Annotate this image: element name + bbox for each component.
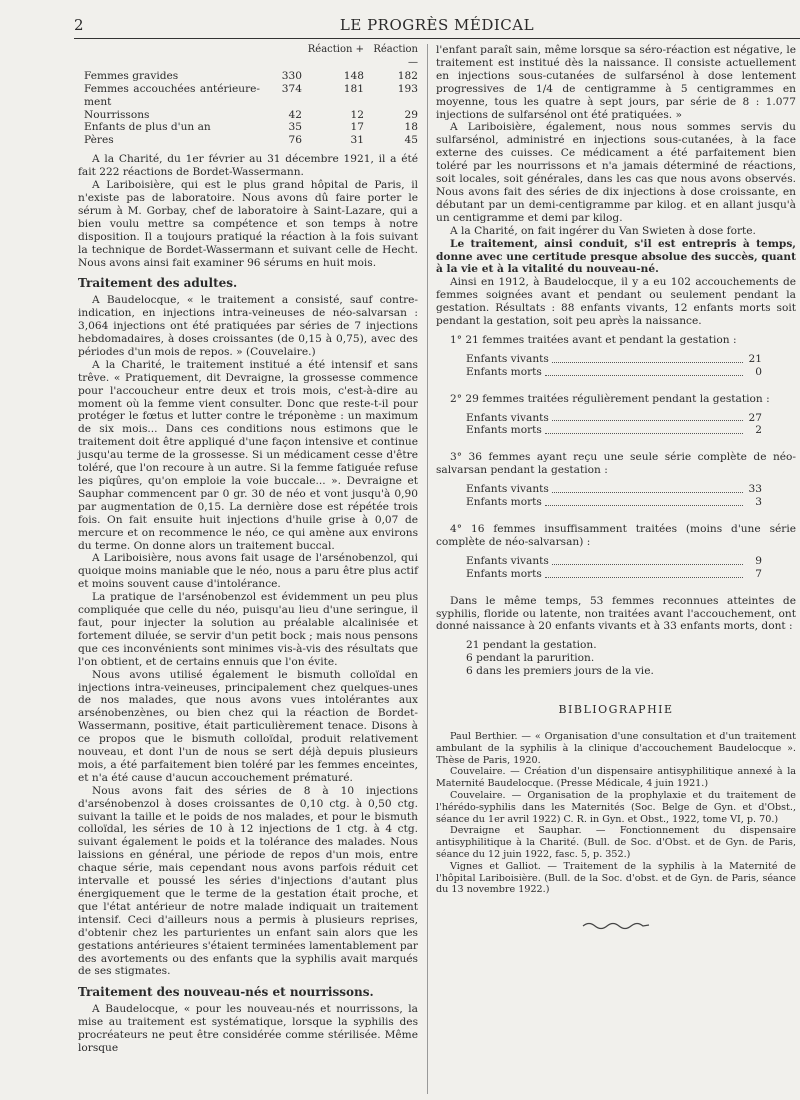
bibliography-entry: Couvelaire. — Création d'un dispensaire antisyphilitique annexé à la Maternité Baudelocque. (Presse Médicale, 4 juin 1921.): [436, 766, 796, 790]
section-heading-adults: Traitement des adultes.: [78, 276, 238, 291]
result-row: [466, 568, 762, 581]
table-row: [78, 134, 418, 147]
paragraph: A Lariboisière, également, nous nous sommes servis du sulfarsénol, administré en injections sous-cutanées, à la face externe des cuisses. Ce médicament a été parfaitement bien toléré par les nourrissons et n'a jamais déterminé de réactions, soit locales, soit générales, dans les cas que nous avons observés. Nous avons fait des séries de dix injections à dose croissante, en débutant par un demi-centigramme par kilog. et en allant jusqu'à un centigramme et demi par kilog.: [436, 121, 796, 224]
row-total: 374: [281, 82, 302, 95]
result-label: Enfants morts: [466, 365, 542, 378]
row-negative: 193: [397, 82, 418, 95]
result-label: Enfants morts: [466, 567, 542, 580]
result-label: Enfants vivants: [466, 352, 549, 365]
section-heading-newborns: Traitement des nouveau-nés et nourrissons.: [78, 985, 374, 1000]
page-number: 2: [74, 16, 84, 34]
paragraph: l'enfant paraît sain, même lorsque sa séro-réaction est négative, le traitement est institué dès la naissance. Il consiste actuellement en injections sous-cutanées de sulfarsénol à dose lentement progressives de 1/4 de centigramme à 5 centigrammes en moyenne, tous les quatre à sept jours, par série de 8 : 1.077 injections de sulfarsénol ont été pratiquées. »: [436, 44, 796, 121]
paragraph: A Baudelocque, « le traitement a consisté, sauf contre-indication, en injections intra-veineuses de néo-salvarsan : 3,064 injections ont été pratiquées par séries de 7 injections hebdomadaires, à doses croissantes (de 0,15 à 0,75), avec des périodes d'un mois de repos. » (Couvelaire.): [78, 294, 418, 358]
table-header-negative: Réaction —: [373, 44, 418, 68]
row-total: 330: [281, 69, 302, 82]
result-value: 33: [748, 483, 762, 496]
table-row: [78, 109, 418, 122]
row-total: 76: [288, 134, 302, 147]
list-item: 6 pendant la parurition.: [466, 652, 595, 665]
bibliography-entry: Paul Berthier. — « Organisation d'une consultation et d'un traitement ambulant de la syphilis à la clinique d'accouchement Baudelocque ». Thèse de Paris, 1920.: [436, 730, 796, 766]
paragraph: A Baudelocque, « pour les nouveau-nés et nourrissons, la mise au traitement est systématique, lorsque la syphilis des procréateurs ne peut être considérée comme stérilisée. Même lorsque: [78, 1003, 418, 1054]
paragraph: A la Charité, du 1er février au 31 décembre 1921, il a été fait 222 réactions de Bordet-Wassermann.: [78, 153, 418, 179]
row-negative: 29: [404, 108, 418, 121]
row-negative: 18: [404, 121, 418, 134]
table-row: [78, 83, 418, 109]
column-divider: [427, 44, 428, 1094]
row-positive: 17: [350, 121, 364, 134]
row-total: 42: [288, 108, 302, 121]
bibliography-entry: Devraigne et Sauphar. — Fonctionnement du dispensaire antisyphilitique à la Charité. (Bull. de Soc. d'Obst. et de Gyn. de Paris, séance du 12 juin 1922, fasc. 5, p. 352.): [436, 825, 796, 860]
deaths-list: [436, 639, 796, 678]
paragraph: A Lariboisière, qui est le plus grand hôpital de Paris, il n'existe pas de laboratoire. Nous avons dû faire porter le sérum à M. Gorbay, chef de laboratoire à Saint-Lazare, qui a bien voulu mettre sa compétence et son temps à notre disposition. Il a toujours pratiqué la réaction à la fois suivant la technique de Bordet-Wassermann et suivant celle de Hecht. Nous avons ainsi fait examiner 96 sérums en huit mois.: [78, 179, 418, 269]
result-value: 9: [755, 554, 762, 567]
list-item: 6 dans les premiers jours de la vie.: [466, 665, 654, 678]
result-value: 7: [755, 567, 762, 580]
group-title: 1° 21 femmes traitées avant et pendant la gestation :: [450, 333, 737, 346]
result-row: [466, 366, 762, 379]
result-value: 21: [748, 352, 762, 365]
bibliography-entry: Couvelaire. — Organisation de la prophylaxie et du traitement de l'hérédo-syphilis dans les Maternités (Soc. Belge de Gyn. et d'Obst., séance du 1er avril 1922) C. R. in Gyn. et Obst., 1922, tome VI, p. 70.): [436, 789, 796, 825]
bibliography-title: BIBLIOGRAPHIE: [558, 703, 674, 717]
row-positive: 148: [343, 69, 364, 82]
journal-title: LE PROGRÈS MÉDICAL: [339, 16, 535, 34]
row-label: Femmes accouchées antérieure-ment: [84, 82, 260, 108]
result-label: Enfants vivants: [466, 483, 549, 496]
paragraph: La pratique de l'arsénobenzol est évidemment un peu plus compliquée que celle du néo, puisqu'au lieu d'une seringue, il faut, pour injecter la solution au préalable alcalinisée et fortement diluée, se servir d'un petit bock ; mais nous pensons que ces inconvénients sont minimes vis-à-vis des résultats que l'on obtient, et de certains ennuis que l'on évite.: [78, 591, 418, 668]
header-rule: [74, 38, 800, 39]
table-row: [78, 70, 418, 83]
row-total: 35: [288, 121, 302, 134]
row-positive: 31: [350, 134, 364, 147]
paragraph: Nous avons utilisé également le bismuth colloïdal en injections intra-veineuses, principalement chez quelques-unes de nos malades, que nous avons vues intolérantes aux arsénobenzènes, ou bien chez qui la réaction de Bordet-Wassermann, positive, était particulièrement tenace. Disons à ce propos que le bismuth colloïdal, produit relativement nouveau, et dont l'un de nous se sert déjà depuis plusieurs mois, a été parfaitement bien toléré par les femmes enceintes, et n'a été cause d'aucun accouchement prématuré.: [78, 668, 418, 784]
row-negative: 182: [397, 69, 418, 82]
paragraph: A la Charité, le traitement institué a été intensif et sans trêve. « Pratiquement, dit Devraigne, la grossesse commence pour l'accoucheur entre deux et trois mois, c'est-à-dire au moment où la femme vient consulter. Donc que reste-t-il pour protéger le fœtus et lutter contre le tréponème : un maximum de six mois... Dans ces conditions nous estimons que le traitement doit être appliqué d'une façon intensive et continue jusqu'au terme de la grossesse. Si un médicament cesse d'être toléré, que l'on recoure à un autre. Si la femme fatiguée refuse les piqûres, qu'on emploie la voie buccale... ». Devraigne et Sauphar commencent par 0 gr. 30 de néo et vont jusqu'à 0,90 par augmentation de 0,15. La dernière dose est répétée trois fois. On fait ensuite huit injections d'huile grise à 0,07 de mercure et on recommence le néo, ce qui amène aux environs du terme. On donne alors un traitement buccal.: [78, 358, 418, 552]
bibliography: [436, 731, 796, 896]
group-title: 2° 29 femmes traitées régulièrement pendant la gestation :: [450, 392, 770, 405]
table-header-positive: Réaction +: [307, 44, 364, 55]
paragraph: A la Charité, on fait ingérer du Van Swieten à dose forte.: [450, 224, 756, 237]
bold-statement: Le traitement, ainsi conduit, s'il est entrepris à temps, donne avec une certitude presque absolue des succès, quant à la vie et à la vitalité du nouveau-né.: [436, 237, 796, 276]
group-title: 3° 36 femmes ayant reçu une seule série complète de néo-salvarsan pendant la gestation :: [436, 451, 796, 477]
result-row: [466, 424, 762, 437]
row-positive: 12: [350, 108, 364, 121]
paragraph: Nous avons fait des séries de 8 à 10 injections d'arsénobenzol à doses croissantes de 0,10 ctg. à 0,50 ctg. suivant la taille et le poids de nos malades, et pour le bismuth colloïdal, les séries de 10 à 12 injections de 1 ctg. à 4 ctg. suivant également le poids et la tolérance des malades. Nous laissions en général, une période de repos d'un mois, entre chaque série, mais cependant nous avons parfois réduit cet intervalle et poussé les séries d'injections d'autant plus énergiquement que le terme de la gestation était proche, et que l'état antérieur de notre malade indiquait un traitement intensif. Ceci d'ailleurs nous a permis à plusieurs reprises, d'obtenir chez les parturientes un enfant sain alors que les gestations antérieures s'étaient terminées lamentablement par des avortements ou des enfants que la syphilis avait marqués de ses stigmates.: [78, 784, 418, 978]
group-title: 4° 16 femmes insuffisamment traitées (moins d'une série complète de néo-salvarsan) :: [436, 523, 796, 548]
table-row: [78, 121, 418, 134]
result-row: [466, 555, 762, 568]
result-label: Enfants vivants: [466, 554, 549, 567]
row-positive: 181: [343, 82, 364, 95]
result-value: 27: [748, 411, 762, 424]
result-label: Enfants morts: [466, 424, 542, 437]
row-label: Enfants de plus d'un an: [84, 121, 211, 134]
left-column: [78, 44, 418, 1055]
page-header: [74, 14, 800, 36]
result-row: [466, 496, 762, 509]
result-value: 0: [755, 365, 762, 378]
result-row: [466, 483, 762, 496]
result-label: Enfants morts: [466, 496, 542, 509]
result-label: Enfants vivants: [466, 411, 549, 424]
bibliography-entry: Vignes et Galliot. — Traitement de la syphilis à la Maternité de l'hôpital Lariboisière. (Bull. de la Soc. d'obst. et de Gyn. de Paris, séance du 13 novembre 1922.): [436, 860, 796, 896]
row-label: Nourrissons: [84, 108, 150, 121]
ornament-divider-icon: [436, 920, 796, 933]
result-value: 3: [755, 496, 762, 509]
paragraph: Dans le même temps, 53 femmes reconnues atteintes de syphilis, floride ou latente, non traitées avant l'accouchement, ont donné naissance à 20 enfants vivants et à 33 enfants morts, dont :: [436, 594, 796, 633]
list-item: 21 pendant la gestation.: [466, 639, 597, 652]
paragraph: A Lariboisière, nous avons fait usage de l'arsénobenzol, qui quoique moins maniable que le néo, nous a paru être plus actif et moins souvent cause d'intolérance.: [78, 552, 418, 591]
serology-table: [78, 44, 418, 147]
paragraph: Ainsi en 1912, à Baudelocque, il y a eu 102 accouchements de femmes soignées avant et pendant ou seulement pendant la gestation. Résultats : 88 enfants vivants, 12 enfants morts soit pendant la gestation, soit peu après la naissance.: [436, 276, 796, 328]
result-value: 2: [755, 424, 762, 437]
row-negative: 45: [404, 134, 418, 147]
right-column: [436, 44, 796, 933]
row-label: Femmes gravides: [84, 69, 179, 82]
result-row: [466, 353, 762, 366]
row-label: Pères: [84, 134, 114, 147]
result-row: [466, 412, 762, 425]
